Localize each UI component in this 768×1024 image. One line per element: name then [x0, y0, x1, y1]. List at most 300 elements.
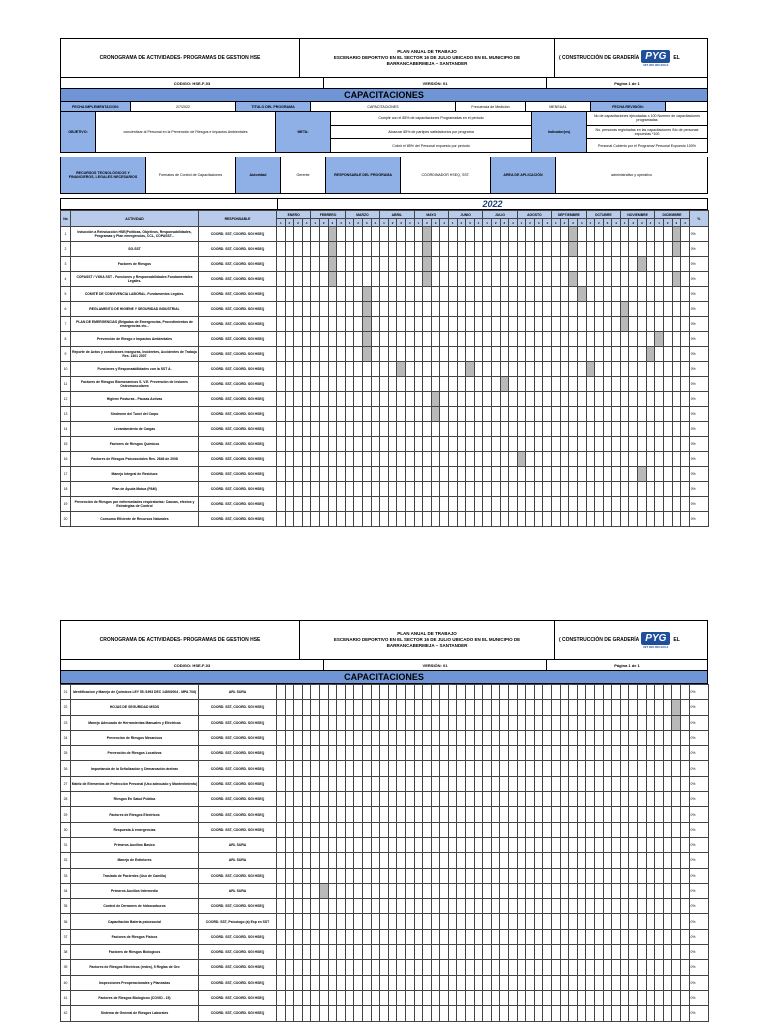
week-cell[interactable]	[509, 407, 518, 422]
week-cell[interactable]	[586, 730, 595, 745]
week-cell[interactable]	[448, 392, 457, 407]
week-cell[interactable]	[362, 776, 371, 791]
week-cell[interactable]	[302, 761, 311, 776]
week-cell[interactable]	[474, 792, 483, 807]
week-cell[interactable]	[500, 407, 509, 422]
week-cell[interactable]	[560, 257, 569, 272]
week-cell[interactable]	[543, 362, 552, 377]
week-cell[interactable]	[354, 227, 363, 242]
week-cell[interactable]	[646, 272, 655, 287]
week-cell[interactable]	[337, 975, 346, 990]
week-cell[interactable]	[577, 807, 586, 822]
week-cell[interactable]	[603, 776, 612, 791]
week-cell[interactable]	[423, 807, 432, 822]
week-cell[interactable]	[319, 467, 328, 482]
week-cell[interactable]	[311, 347, 320, 362]
week-cell[interactable]	[466, 452, 475, 467]
week-cell[interactable]	[474, 287, 483, 302]
week-cell[interactable]	[474, 685, 483, 700]
week-cell[interactable]	[543, 467, 552, 482]
week-cell[interactable]	[680, 914, 689, 929]
week-cell[interactable]	[328, 287, 337, 302]
scheduled-week-cell[interactable]	[423, 272, 432, 287]
week-cell[interactable]	[311, 257, 320, 272]
week-cell[interactable]	[509, 422, 518, 437]
week-cell[interactable]	[500, 1006, 509, 1021]
week-cell[interactable]	[526, 317, 535, 332]
week-cell[interactable]	[603, 792, 612, 807]
week-cell[interactable]	[311, 883, 320, 898]
scheduled-week-cell[interactable]	[638, 257, 647, 272]
week-cell[interactable]	[405, 347, 414, 362]
week-cell[interactable]	[431, 822, 440, 837]
week-cell[interactable]	[603, 497, 612, 512]
week-cell[interactable]	[328, 837, 337, 852]
week-cell[interactable]	[423, 347, 432, 362]
week-cell[interactable]	[294, 407, 303, 422]
week-cell[interactable]	[646, 407, 655, 422]
week-cell[interactable]	[345, 868, 354, 883]
week-cell[interactable]	[345, 914, 354, 929]
week-cell[interactable]	[285, 700, 294, 715]
week-cell[interactable]	[569, 482, 578, 497]
week-cell[interactable]	[638, 287, 647, 302]
week-cell[interactable]	[483, 302, 492, 317]
week-cell[interactable]	[543, 883, 552, 898]
week-cell[interactable]	[586, 482, 595, 497]
week-cell[interactable]	[509, 377, 518, 392]
week-cell[interactable]	[457, 437, 466, 452]
week-cell[interactable]	[414, 746, 423, 761]
week-cell[interactable]	[534, 807, 543, 822]
week-cell[interactable]	[328, 685, 337, 700]
week-cell[interactable]	[577, 883, 586, 898]
week-cell[interactable]	[466, 853, 475, 868]
week-cell[interactable]	[380, 914, 389, 929]
week-cell[interactable]	[534, 990, 543, 1005]
scheduled-week-cell[interactable]	[646, 347, 655, 362]
week-cell[interactable]	[517, 347, 526, 362]
week-cell[interactable]	[337, 746, 346, 761]
week-cell[interactable]	[586, 422, 595, 437]
week-cell[interactable]	[440, 715, 449, 730]
week-cell[interactable]	[620, 452, 629, 467]
week-cell[interactable]	[319, 990, 328, 1005]
week-cell[interactable]	[440, 257, 449, 272]
week-cell[interactable]	[277, 482, 286, 497]
week-cell[interactable]	[577, 929, 586, 944]
week-cell[interactable]	[483, 227, 492, 242]
week-cell[interactable]	[277, 761, 286, 776]
week-cell[interactable]	[612, 990, 621, 1005]
week-cell[interactable]	[629, 960, 638, 975]
week-cell[interactable]	[577, 452, 586, 467]
week-cell[interactable]	[526, 272, 535, 287]
week-cell[interactable]	[302, 347, 311, 362]
week-cell[interactable]	[646, 685, 655, 700]
week-cell[interactable]	[526, 227, 535, 242]
week-cell[interactable]	[457, 1006, 466, 1021]
week-cell[interactable]	[603, 883, 612, 898]
week-cell[interactable]	[294, 776, 303, 791]
week-cell[interactable]	[663, 362, 672, 377]
week-cell[interactable]	[483, 853, 492, 868]
week-cell[interactable]	[594, 1006, 603, 1021]
week-cell[interactable]	[517, 362, 526, 377]
week-cell[interactable]	[414, 242, 423, 257]
week-cell[interactable]	[319, 392, 328, 407]
week-cell[interactable]	[362, 700, 371, 715]
week-cell[interactable]	[509, 685, 518, 700]
week-cell[interactable]	[681, 362, 690, 377]
week-cell[interactable]	[569, 899, 578, 914]
week-cell[interactable]	[620, 700, 629, 715]
week-cell[interactable]	[405, 467, 414, 482]
week-cell[interactable]	[423, 685, 432, 700]
week-cell[interactable]	[311, 497, 320, 512]
week-cell[interactable]	[302, 914, 311, 929]
week-cell[interactable]	[552, 257, 561, 272]
week-cell[interactable]	[483, 272, 492, 287]
week-cell[interactable]	[500, 868, 509, 883]
week-cell[interactable]	[629, 347, 638, 362]
week-cell[interactable]	[474, 700, 483, 715]
week-cell[interactable]	[285, 761, 294, 776]
week-cell[interactable]	[354, 467, 363, 482]
week-cell[interactable]	[431, 287, 440, 302]
week-cell[interactable]	[277, 467, 286, 482]
week-cell[interactable]	[397, 868, 406, 883]
week-cell[interactable]	[500, 853, 509, 868]
week-cell[interactable]	[637, 792, 646, 807]
week-cell[interactable]	[448, 853, 457, 868]
week-cell[interactable]	[577, 685, 586, 700]
week-cell[interactable]	[388, 776, 397, 791]
week-cell[interactable]	[354, 837, 363, 852]
week-cell[interactable]	[655, 792, 664, 807]
week-cell[interactable]	[483, 914, 492, 929]
week-cell[interactable]	[328, 452, 337, 467]
week-cell[interactable]	[491, 347, 500, 362]
week-cell[interactable]	[371, 960, 380, 975]
week-cell[interactable]	[672, 776, 681, 791]
week-cell[interactable]	[302, 242, 311, 257]
week-cell[interactable]	[405, 715, 414, 730]
week-cell[interactable]	[328, 746, 337, 761]
week-cell[interactable]	[500, 837, 509, 852]
week-cell[interactable]	[423, 452, 432, 467]
week-cell[interactable]	[586, 776, 595, 791]
week-cell[interactable]	[594, 822, 603, 837]
week-cell[interactable]	[560, 1006, 569, 1021]
week-cell[interactable]	[526, 467, 535, 482]
week-cell[interactable]	[594, 868, 603, 883]
week-cell[interactable]	[500, 467, 509, 482]
week-cell[interactable]	[457, 761, 466, 776]
week-cell[interactable]	[638, 227, 647, 242]
week-cell[interactable]	[362, 422, 371, 437]
week-cell[interactable]	[603, 700, 612, 715]
week-cell[interactable]	[448, 497, 457, 512]
week-cell[interactable]	[509, 975, 518, 990]
week-cell[interactable]	[577, 975, 586, 990]
week-cell[interactable]	[543, 407, 552, 422]
week-cell[interactable]	[380, 317, 389, 332]
week-cell[interactable]	[457, 685, 466, 700]
week-cell[interactable]	[586, 257, 595, 272]
week-cell[interactable]	[672, 883, 681, 898]
week-cell[interactable]	[423, 332, 432, 347]
week-cell[interactable]	[285, 914, 294, 929]
week-cell[interactable]	[423, 715, 432, 730]
week-cell[interactable]	[397, 437, 406, 452]
week-cell[interactable]	[362, 467, 371, 482]
week-cell[interactable]	[440, 960, 449, 975]
week-cell[interactable]	[543, 730, 552, 745]
week-cell[interactable]	[500, 700, 509, 715]
week-cell[interactable]	[397, 272, 406, 287]
week-cell[interactable]	[474, 317, 483, 332]
week-cell[interactable]	[414, 945, 423, 960]
week-cell[interactable]	[595, 482, 604, 497]
week-cell[interactable]	[448, 377, 457, 392]
week-cell[interactable]	[371, 467, 380, 482]
week-cell[interactable]	[526, 1006, 535, 1021]
week-cell[interactable]	[405, 776, 414, 791]
week-cell[interactable]	[285, 272, 294, 287]
week-cell[interactable]	[543, 914, 552, 929]
week-cell[interactable]	[681, 317, 690, 332]
week-cell[interactable]	[466, 422, 475, 437]
week-cell[interactable]	[509, 317, 518, 332]
week-cell[interactable]	[612, 929, 621, 944]
week-cell[interactable]	[552, 377, 561, 392]
week-cell[interactable]	[483, 685, 492, 700]
week-cell[interactable]	[543, 975, 552, 990]
week-cell[interactable]	[474, 362, 483, 377]
week-cell[interactable]	[509, 257, 518, 272]
week-cell[interactable]	[380, 437, 389, 452]
week-cell[interactable]	[302, 332, 311, 347]
week-cell[interactable]	[423, 776, 432, 791]
week-cell[interactable]	[509, 362, 518, 377]
week-cell[interactable]	[466, 807, 475, 822]
week-cell[interactable]	[414, 272, 423, 287]
week-cell[interactable]	[294, 512, 303, 527]
week-cell[interactable]	[405, 497, 414, 512]
week-cell[interactable]	[500, 945, 509, 960]
week-cell[interactable]	[534, 715, 543, 730]
week-cell[interactable]	[526, 407, 535, 422]
week-cell[interactable]	[405, 377, 414, 392]
week-cell[interactable]	[423, 317, 432, 332]
week-cell[interactable]	[569, 792, 578, 807]
week-cell[interactable]	[655, 512, 664, 527]
week-cell[interactable]	[629, 1006, 638, 1021]
week-cell[interactable]	[491, 422, 500, 437]
week-cell[interactable]	[414, 792, 423, 807]
week-cell[interactable]	[509, 730, 518, 745]
week-cell[interactable]	[509, 227, 518, 242]
week-cell[interactable]	[277, 437, 286, 452]
week-cell[interactable]	[672, 792, 681, 807]
week-cell[interactable]	[397, 914, 406, 929]
week-cell[interactable]	[457, 392, 466, 407]
week-cell[interactable]	[354, 975, 363, 990]
week-cell[interactable]	[302, 853, 311, 868]
week-cell[interactable]	[457, 822, 466, 837]
week-cell[interactable]	[491, 960, 500, 975]
week-cell[interactable]	[569, 437, 578, 452]
week-cell[interactable]	[431, 467, 440, 482]
week-cell[interactable]	[277, 377, 286, 392]
week-cell[interactable]	[603, 332, 612, 347]
week-cell[interactable]	[277, 1006, 286, 1021]
week-cell[interactable]	[569, 362, 578, 377]
week-cell[interactable]	[500, 512, 509, 527]
week-cell[interactable]	[560, 883, 569, 898]
week-cell[interactable]	[345, 332, 354, 347]
week-cell[interactable]	[466, 407, 475, 422]
week-cell[interactable]	[543, 761, 552, 776]
week-cell[interactable]	[594, 945, 603, 960]
week-cell[interactable]	[534, 422, 543, 437]
week-cell[interactable]	[491, 945, 500, 960]
week-cell[interactable]	[543, 1006, 552, 1021]
week-cell[interactable]	[423, 1006, 432, 1021]
week-cell[interactable]	[629, 362, 638, 377]
week-cell[interactable]	[543, 899, 552, 914]
week-cell[interactable]	[294, 482, 303, 497]
week-cell[interactable]	[603, 914, 612, 929]
week-cell[interactable]	[448, 715, 457, 730]
week-cell[interactable]	[586, 715, 595, 730]
week-cell[interactable]	[612, 302, 621, 317]
week-cell[interactable]	[569, 945, 578, 960]
week-cell[interactable]	[466, 792, 475, 807]
week-cell[interactable]	[646, 317, 655, 332]
week-cell[interactable]	[311, 868, 320, 883]
week-cell[interactable]	[448, 332, 457, 347]
week-cell[interactable]	[431, 257, 440, 272]
week-cell[interactable]	[620, 422, 629, 437]
week-cell[interactable]	[302, 868, 311, 883]
week-cell[interactable]	[517, 837, 526, 852]
week-cell[interactable]	[431, 776, 440, 791]
week-cell[interactable]	[577, 746, 586, 761]
week-cell[interactable]	[362, 1006, 371, 1021]
week-cell[interactable]	[620, 960, 629, 975]
week-cell[interactable]	[277, 685, 286, 700]
week-cell[interactable]	[345, 730, 354, 745]
week-cell[interactable]	[388, 945, 397, 960]
week-cell[interactable]	[328, 512, 337, 527]
week-cell[interactable]	[277, 853, 286, 868]
week-cell[interactable]	[509, 929, 518, 944]
week-cell[interactable]	[337, 332, 346, 347]
week-cell[interactable]	[534, 883, 543, 898]
week-cell[interactable]	[431, 761, 440, 776]
week-cell[interactable]	[603, 467, 612, 482]
week-cell[interactable]	[397, 853, 406, 868]
week-cell[interactable]	[543, 482, 552, 497]
week-cell[interactable]	[612, 761, 621, 776]
week-cell[interactable]	[388, 422, 397, 437]
week-cell[interactable]	[423, 512, 432, 527]
week-cell[interactable]	[586, 960, 595, 975]
week-cell[interactable]	[302, 899, 311, 914]
week-cell[interactable]	[388, 975, 397, 990]
week-cell[interactable]	[500, 822, 509, 837]
week-cell[interactable]	[371, 242, 380, 257]
week-cell[interactable]	[294, 377, 303, 392]
week-cell[interactable]	[637, 960, 646, 975]
week-cell[interactable]	[431, 512, 440, 527]
week-cell[interactable]	[397, 792, 406, 807]
week-cell[interactable]	[586, 467, 595, 482]
week-cell[interactable]	[474, 422, 483, 437]
week-cell[interactable]	[603, 422, 612, 437]
week-cell[interactable]	[552, 715, 561, 730]
week-cell[interactable]	[483, 347, 492, 362]
week-cell[interactable]	[655, 960, 664, 975]
week-cell[interactable]	[517, 868, 526, 883]
week-cell[interactable]	[388, 1006, 397, 1021]
week-cell[interactable]	[354, 452, 363, 467]
week-cell[interactable]	[534, 853, 543, 868]
week-cell[interactable]	[423, 822, 432, 837]
week-cell[interactable]	[569, 715, 578, 730]
week-cell[interactable]	[577, 377, 586, 392]
week-cell[interactable]	[466, 746, 475, 761]
week-cell[interactable]	[319, 287, 328, 302]
week-cell[interactable]	[672, 945, 681, 960]
week-cell[interactable]	[440, 914, 449, 929]
week-cell[interactable]	[405, 422, 414, 437]
week-cell[interactable]	[543, 685, 552, 700]
week-cell[interactable]	[277, 317, 286, 332]
week-cell[interactable]	[294, 715, 303, 730]
week-cell[interactable]	[345, 822, 354, 837]
week-cell[interactable]	[638, 362, 647, 377]
week-cell[interactable]	[354, 715, 363, 730]
week-cell[interactable]	[509, 482, 518, 497]
week-cell[interactable]	[285, 497, 294, 512]
week-cell[interactable]	[552, 317, 561, 332]
week-cell[interactable]	[457, 853, 466, 868]
week-cell[interactable]	[672, 914, 681, 929]
week-cell[interactable]	[440, 746, 449, 761]
week-cell[interactable]	[663, 929, 672, 944]
week-cell[interactable]	[646, 1006, 655, 1021]
week-cell[interactable]	[371, 700, 380, 715]
week-cell[interactable]	[483, 407, 492, 422]
week-cell[interactable]	[646, 422, 655, 437]
week-cell[interactable]	[491, 837, 500, 852]
week-cell[interactable]	[354, 422, 363, 437]
week-cell[interactable]	[603, 807, 612, 822]
week-cell[interactable]	[337, 257, 346, 272]
scheduled-week-cell[interactable]	[397, 362, 406, 377]
week-cell[interactable]	[423, 975, 432, 990]
week-cell[interactable]	[328, 467, 337, 482]
scheduled-week-cell[interactable]	[328, 272, 337, 287]
week-cell[interactable]	[294, 362, 303, 377]
week-cell[interactable]	[448, 452, 457, 467]
week-cell[interactable]	[405, 929, 414, 944]
week-cell[interactable]	[620, 776, 629, 791]
week-cell[interactable]	[405, 990, 414, 1005]
